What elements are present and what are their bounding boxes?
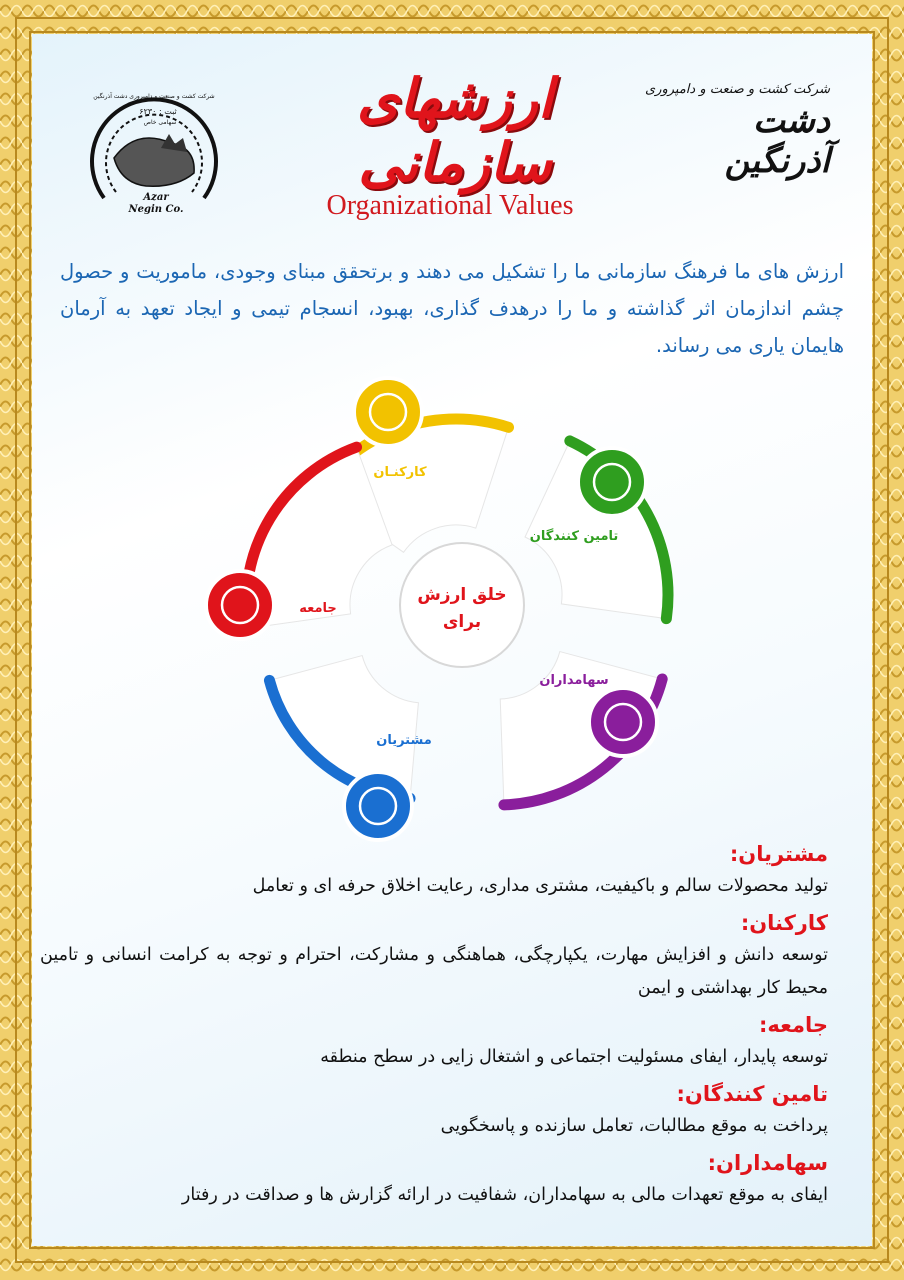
value-heading: کارکنان:	[740, 911, 828, 935]
logo-type: سهامی خاص	[143, 119, 177, 126]
segment-label: مشتریان	[376, 733, 432, 748]
logo-arc-text: شرکت کشت و صنعت و دامپروری دشت آذرنگین	[93, 93, 215, 100]
company-name: دشت آذرنگین	[724, 101, 830, 181]
center-line2: برای	[442, 612, 482, 632]
logo-en1: Azar	[143, 192, 169, 203]
segment-label: کارکنـان	[373, 465, 427, 480]
company-logo	[76, 88, 226, 218]
page-title: ارزشهای سازمانی	[356, 66, 553, 194]
intro-paragraph: ارزش های ما فرهنگ سازمانی ما را تشکیل می دهند و برتحقق مبنای وجودی، ماموریت و حصول چشم اندازمان اثر گذاشته و ما را درهدف گذاری، بهبود، انسجام تیمی و ایجاد تعهد به آرمان هایمان یاری می رساند.	[60, 260, 844, 357]
value-heading: تامین کنندگان:	[676, 1082, 828, 1106]
page-subtitle: Organizational Values	[326, 190, 574, 221]
value-text: پرداخت به موقع مطالبات، تعامل سازنده و پاسخگویی	[440, 1116, 828, 1136]
value-heading: مشتریان:	[729, 842, 828, 866]
logo-number: ۶۲۳۰ : ثبت	[139, 107, 177, 116]
company-name-block	[640, 82, 830, 181]
lightbulb-icon	[578, 448, 646, 516]
value-heading: سهامداران:	[707, 1151, 828, 1175]
company-line: شرکت کشت و صنعت و دامپروری	[645, 82, 830, 97]
segment-label: جامعه	[299, 601, 337, 616]
handshake-icon	[354, 378, 422, 446]
values-list	[40, 838, 828, 1212]
center-circle	[400, 543, 524, 667]
value-diagram	[0, 370, 904, 850]
value-text: توسعه دانش و افزایش مهارت، یکپارچگی، هماهنگی و مشارکت، احترام و توجه به کرامت انسانی و تامین محیط کار بهداشتی و ایمن	[40, 945, 828, 998]
value-heading: جامعه:	[758, 1013, 828, 1037]
hands-circle-icon	[344, 772, 412, 840]
value-text: تولید محصولات سالم و باکیفیت، مشتری مداری، رعایت اخلاق حرفه ای و تعامل	[252, 876, 828, 896]
center-line1: خلق ارزش	[417, 585, 507, 605]
value-text: توسعه پایدار، ایفای مسئولیت اجتماعی و اشتغال زایی در سطح منطقه	[320, 1047, 828, 1067]
logo-en2: Negin Co.	[128, 204, 184, 215]
value-text: ایفای به موقع تعهدات مالی به سهامداران، شفافیت در ارائه گزارش ها و صداقت در رفتار	[181, 1185, 828, 1205]
gear-target-icon	[589, 688, 657, 756]
shield-icon	[206, 571, 274, 639]
segment-label: سهامداران	[539, 673, 609, 688]
segment-label: تامین کنندگان	[529, 529, 619, 544]
